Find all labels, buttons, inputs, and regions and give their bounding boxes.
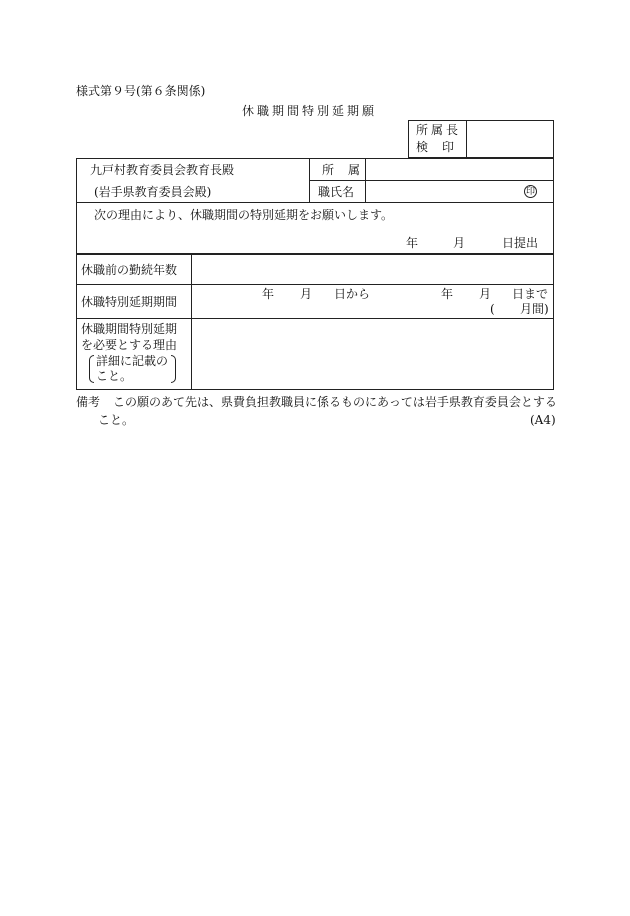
service-years-label: 休職前の勤続年数 xyxy=(81,263,178,277)
row-divider-1 xyxy=(76,284,554,285)
form-style-number: 様式第９号(第６条関係) xyxy=(76,84,206,98)
period-label: 休職特別延期期間 xyxy=(81,295,178,309)
period-end-day: 日まで xyxy=(512,287,549,301)
rows-top-divider xyxy=(76,253,554,255)
approval-label-line2: 検 印 xyxy=(416,140,456,154)
reason-note-line2: こと。 xyxy=(96,369,133,383)
seal-mark-icon: 印 xyxy=(525,187,535,197)
affiliation-field[interactable] xyxy=(367,160,552,179)
submit-date-month: 月 xyxy=(453,236,466,250)
reason-note-bracket-left xyxy=(89,355,94,383)
period-paren-open: ( xyxy=(490,302,495,316)
period-end-year: 年 xyxy=(441,287,454,301)
period-start-year: 年 xyxy=(262,287,275,301)
name-field[interactable] xyxy=(367,182,517,201)
reason-label-line2: を必要とする理由 xyxy=(81,338,178,352)
reason-note-bracket-right xyxy=(171,355,176,383)
row-divider-2 xyxy=(76,318,554,319)
period-end-month: 月 xyxy=(479,287,492,301)
request-top-divider xyxy=(76,202,554,203)
rows-label-divider xyxy=(191,254,192,390)
reason-note-line1: 詳細に記載の xyxy=(96,354,169,368)
period-months: 月間) xyxy=(520,302,549,316)
reason-label-line1: 休職期間特別延期 xyxy=(81,322,178,336)
note-label: 備考 xyxy=(76,395,101,409)
period-start-month: 月 xyxy=(300,287,313,301)
affiliation-label: 所 属 xyxy=(322,163,362,177)
applicant-row-divider xyxy=(309,180,554,181)
period-start-day: 日から xyxy=(334,287,371,301)
service-years-field[interactable] xyxy=(193,256,552,283)
reason-field[interactable] xyxy=(193,320,552,388)
form-title: 休職期間特別延期願 xyxy=(242,104,378,118)
note-line1: この願のあて先は、県費負担教職員に係るものにあっては岩手県教育委員会とする xyxy=(113,395,557,409)
approval-stamp-area[interactable] xyxy=(468,122,552,156)
approval-divider xyxy=(466,120,467,158)
name-label: 職氏名 xyxy=(318,185,355,199)
submit-date-year: 年 xyxy=(406,236,419,250)
submit-date-day: 日提出 xyxy=(502,236,539,250)
approval-label-line1: 所属長 xyxy=(416,123,462,137)
request-statement: 次の理由により、休職期間の特別延期をお願いします。 xyxy=(94,208,394,222)
note-line2: こと。 xyxy=(98,413,135,427)
paper-size: (A4) xyxy=(530,413,556,427)
addressee-line2: (岩手県教育委員会殿) xyxy=(94,185,212,199)
addressee-line1: 九戸村教育委員会教育長殿 xyxy=(90,163,235,177)
